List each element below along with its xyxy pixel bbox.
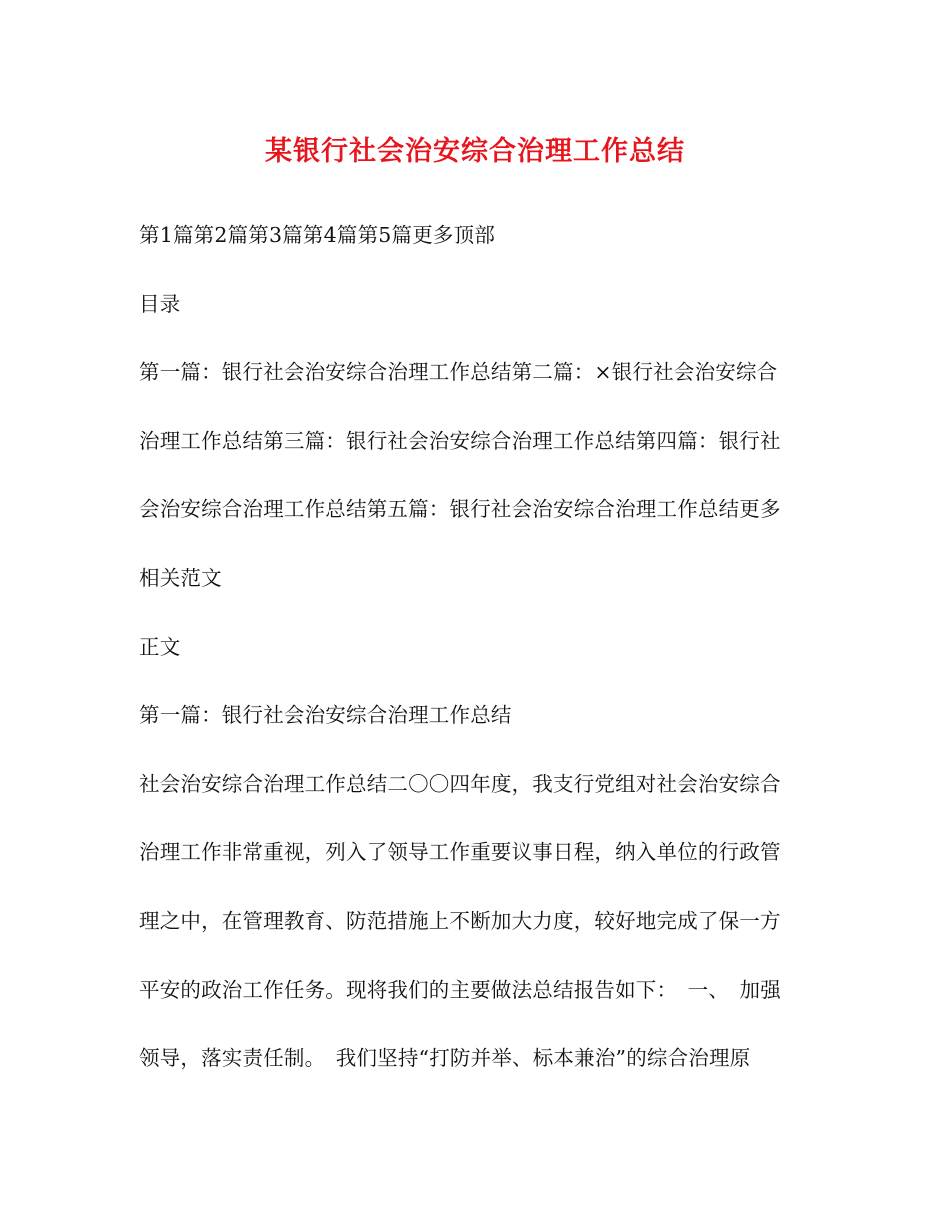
toc-line: 会治安综合治理工作总结第五篇：银行社会治安综合治理工作总结更多: [139, 497, 781, 522]
section-heading: 第一篇：银行社会治安综合治理工作总结: [139, 703, 512, 728]
paragraph-line: 治理工作非常重视，列入了领导工作重要议事日程，纳入单位的行政管: [139, 840, 781, 865]
toc-heading: 目录: [139, 291, 181, 316]
toc-line: 治理工作总结第三篇：银行社会治安综合治理工作总结第四篇：银行社: [139, 428, 781, 453]
paragraph-line: 理之中，在管理教育、防范措施上不断加大力度，较好地完成了保一方: [139, 908, 781, 933]
main-text-heading: 正文: [139, 634, 181, 659]
paragraph-line: 社会治安综合治理工作总结二〇〇四年度，我支行党组对社会治安综合: [139, 771, 781, 796]
document-title: 某银行社会治安综合治理工作总结: [265, 136, 685, 167]
paragraph-line: 平安的政治工作任务。现将我们的主要做法总结报告如下： 一、 加强: [139, 977, 781, 1002]
document-body: [139, 213, 819, 1105]
toc-line: 相关范文: [139, 565, 222, 590]
paragraph-line: 领导，落实责任制。 我们坚持“打防并举、标本兼治”的综合治理原: [139, 1046, 751, 1071]
chapter-nav-line: 第1篇第2篇第3篇第4篇第5篇更多顶部: [139, 223, 496, 247]
toc-line: 第一篇：银行社会治安综合治理工作总结第二篇：×银行社会治安综合: [139, 360, 778, 385]
